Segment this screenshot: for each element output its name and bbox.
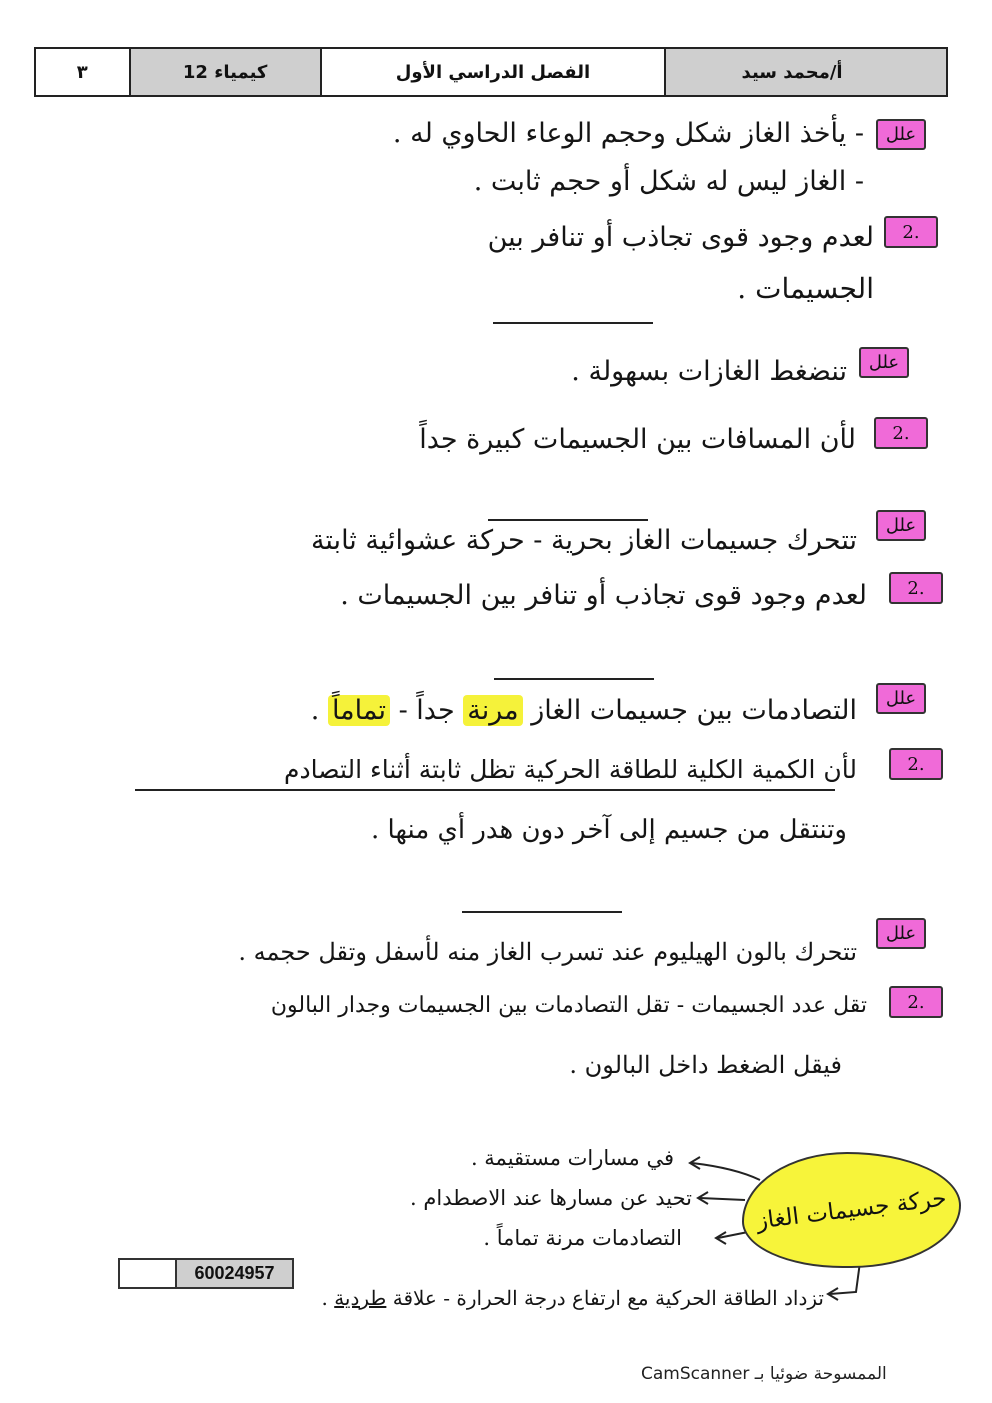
summary-bubble [742,1152,961,1268]
q4-answer-line1: لأن الكمية الكلية للطاقة الحركية تظل ثابتة أثناء التصادم [284,755,857,784]
arrowhead [828,1288,838,1300]
summary-item-4 [321,1286,824,1310]
q3-answer: لعدم وجود قوى تجاذب أو تنافر بين الجسيمات . [340,580,867,611]
direct-relation-word: طردية [334,1286,387,1310]
q5-answer-line2: فيقل الضغط داخل البالون . [569,1051,842,1079]
teacher-name: أ/محمد سيد [664,49,946,95]
arrow-line [700,1198,745,1200]
answer-number-tag: 2. [874,417,928,449]
underline-rule [135,789,835,791]
bubble-label: حركة جسيمات الغاز [755,1185,948,1235]
elal-tag: علل [876,918,926,949]
elal-tag: علل [876,510,926,541]
q4-question [311,695,857,726]
summary-item-3: التصادمات مرنة تماماً . [483,1226,682,1250]
answer-number-tag: 2. [889,986,943,1018]
q1-line1: - يأخذ الغاز شكل وحجم الوعاء الحاوي له . [392,118,864,149]
code-box-blank [120,1260,177,1287]
q1-answer-line1: لعدم وجود قوى تجاذب أو تنافر بين [487,222,874,253]
answer-number-tag: 2. [889,748,943,780]
arrow-line [692,1163,760,1180]
answer-number-tag: 2. [884,216,938,248]
answer-number-tag: 2. [889,572,943,604]
q1-line2: - الغاز ليس له شكل أو حجم ثابت . [473,166,864,197]
term-label: الفصل الدراسي الأول [320,49,664,95]
arrowhead [698,1192,708,1204]
q4-question-text-a: التصادمات بين جسيمات الغاز [522,695,857,726]
camscanner-footer: الممسوحة ضوئيا بـ CamScanner [641,1364,887,1384]
elal-tag: علل [876,119,926,150]
q1-answer-line2: الجسيمات . [737,272,874,305]
arrowhead [690,1157,700,1169]
q2-question: تنضغط الغازات بسهولة . [571,356,847,387]
subject-label: كيمياء 12 [129,49,320,95]
summary-item-2: تحيد عن مسارها عند الاصطدام . [410,1186,692,1210]
q5-answer-line1: تقل عدد الجسيمات - تقل التصادمات بين الجسيمات وجدار البالون [270,993,867,1018]
section-divider [488,519,648,521]
highlight-completely: تماماً [328,695,390,726]
arrowhead [716,1232,726,1244]
highlight-elastic: مرنة [463,695,522,726]
phone-code: 60024957 [177,1260,292,1287]
section-divider [493,322,653,324]
elal-tag: علل [876,683,926,714]
summary-item-4-text-a: تزداد الطاقة الحركية مع ارتفاع درجة الحرارة - علاقة [386,1286,824,1310]
elal-tag: علل [859,347,909,378]
summary-item-4-text-c: . [321,1286,335,1310]
q4-question-text-b: جداً - [390,695,464,726]
q2-answer: لأن المسافات بين الجسيمات كبيرة جداً [419,424,856,455]
q5-question: تتحرك بالون الهيليوم عند تسرب الغاز منه لأسفل وتقل حجمه . [238,938,857,966]
page-number: ٣ [36,49,129,95]
code-box [118,1258,294,1289]
section-divider [462,911,622,913]
arrow-line [718,1232,748,1238]
q4-question-text-c: . [310,695,328,726]
summary-item-1: في مسارات مستقيمة . [470,1146,674,1170]
section-divider [494,678,654,680]
header-table [34,47,948,97]
q4-answer-line2: وتنتقل من جسيم إلى آخر دون هدر أي منها . [371,815,847,845]
q3-question: تتحرك جسيمات الغاز بحرية - حركة عشوائية ثابتة [310,525,857,556]
